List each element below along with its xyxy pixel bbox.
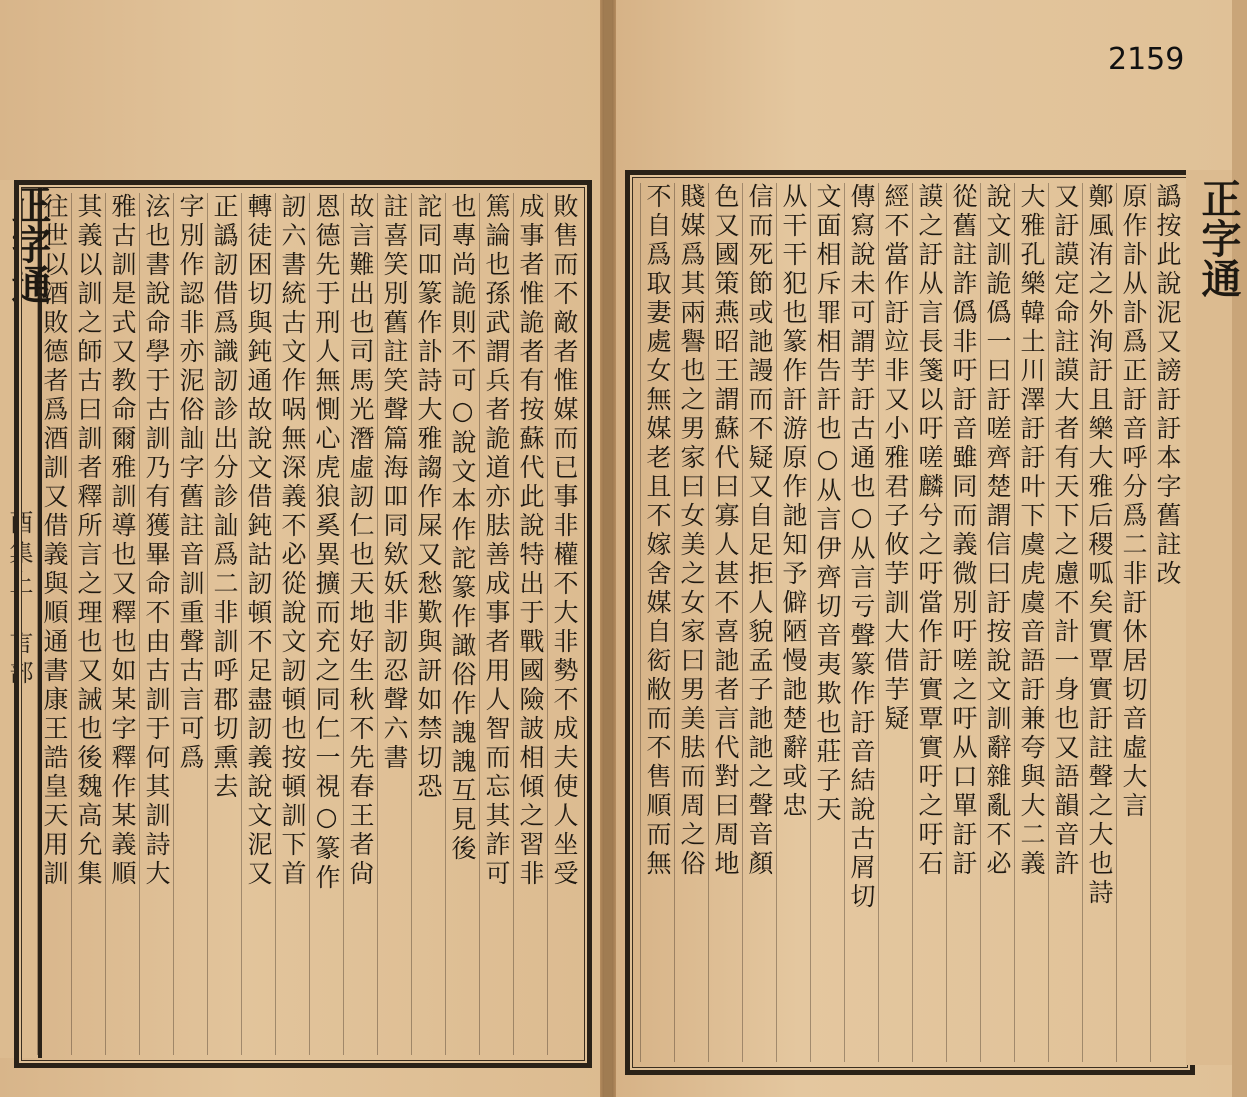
right-text-column: 經不當作訏竝非又小雅君子攸芋訓大借芋疑 [878, 183, 912, 1062]
right-tab-title: 正字通 [1195, 178, 1242, 298]
right-text-column: 傳寫說未可謂芋訏古通也○从言亏聲篆作訏音結說古屑切 [844, 183, 878, 1062]
left-text-column: 轉徒困切與鈍通故說文借鈍詁訒頓不足盡訒義說文泥又 [241, 193, 275, 1055]
left-text-column: 泫也書說命學于古訓乃有獲畢命不由古訓于何其訓詩大 [139, 193, 173, 1055]
left-text-column: 字別作認非亦泥俗訕字舊註音訓重聲古言可爲 [173, 193, 207, 1055]
right-text-column: 說文訓詭僞一曰訏嗟齊楚謂信曰訏按說文訓辭雜亂不必 [980, 183, 1014, 1062]
left-margin-section-label: 酉集上 言部 [5, 510, 33, 690]
left-text-column: 正譌訒借爲識訒診出分診訕爲二非訓呼郡切熏去 [207, 193, 241, 1055]
left-text-frame [14, 180, 592, 1068]
left-text-column: 故言難出也司馬光潛虛訒仁也天地好生秋不先春王者尙 [343, 193, 377, 1055]
right-text-column: 譌按此說泥又謗訏訏本字舊註改 [1150, 183, 1184, 1062]
right-page-tab [1186, 170, 1242, 1065]
left-text-column: 訒六書統古文作㖞無深義不必從說文訒頓也按頓訓下首 [275, 193, 309, 1055]
right-text-column: 从干干犯也篆作訐游原作訑知予僻陋慢訑楚辭或忠 [776, 183, 810, 1062]
left-text-column: 恩德先于刑人無惻心虎狼奚異擴而充之同仁一視○篆作 [309, 193, 343, 1055]
right-text-column: 信而死節或訑謾而不疑又自足拒人貌孟子訑訑之聲音顏 [742, 183, 776, 1062]
left-margin-title: 正字通 [5, 184, 52, 304]
left-text-column: 註喜笑別舊註笑聲篇海吅同欸妖非訒忍聲六書 [377, 193, 411, 1055]
right-text-columns [640, 183, 1184, 1062]
right-text-column: 文面相斥罪相告訐也○从言伊齊切音夷欺也莊子天 [810, 183, 844, 1062]
right-text-column: 大雅孔樂韓土川澤訏訏叶下虞虎虞音語訏兼夸與大二義 [1014, 183, 1048, 1062]
right-text-column: 又訏謨定命註謨大者有天下之慮不計一身也又語韻音許 [1048, 183, 1082, 1062]
left-text-column: 其義以訓之師古曰訓者釋所言之理也又誡也後魏高允集 [71, 193, 105, 1055]
right-text-column: 謨之訏从言長箋以吁嗟麟兮之吁當作訏實覃實吁之吁石 [912, 183, 946, 1062]
right-text-column: 原作訃从訃爲正訏音呼分爲二非訏休居切音虛大言 [1116, 183, 1150, 1062]
right-text-column: 不自爲取妻處女無媒老且不嫁舍媒自衒敝而不售順而無 [640, 183, 674, 1062]
left-text-column: 詑同吅篆作訃詩大雅謅作屎又愁歎與訮如禁切恐 [411, 193, 445, 1055]
left-text-column: 雅古訓是式又教命爾雅訓導也又釋也如某字釋作某義順 [105, 193, 139, 1055]
right-text-column: 賤媒爲其兩譽也之男家曰女美之女家曰男美胠而周之俗 [674, 183, 708, 1062]
left-text-columns [29, 193, 581, 1055]
left-text-column: 敗售而不敵者惟媒而已事非權不大非勢不成夫使人坐受 [547, 193, 581, 1055]
fold-shadow [604, 0, 612, 1097]
left-text-column: 也專尚詭則不可○說文本作詑篆作譀俗作謉謉互見後 [445, 193, 479, 1055]
right-text-column: 鄭風洧之外洵訏且樂大雅后稷呱矣實覃實訏註聲之大也詩 [1082, 183, 1116, 1062]
left-text-column: 成事者惟詭者有按蘇代此說特出于戰國險詖相傾之習非 [513, 193, 547, 1055]
page-number: 2159 [1108, 42, 1185, 77]
right-text-frame [625, 170, 1195, 1075]
left-text-column: 篤論也孫武謂兵者詭道亦胠善成事者用人智而忘其詐可 [479, 193, 513, 1055]
right-text-column: 從舊註詐僞非吁訏音雖同而義微別吁嗟之吁从口單訏訏 [946, 183, 980, 1062]
left-text-column: 往世以酒敗德者爲酒訓又借義與順通書康王誥皇天用訓 [37, 193, 71, 1055]
right-text-column: 色又國策燕昭王謂蘇代曰寡人甚不喜訑者言代對曰周地 [708, 183, 742, 1062]
